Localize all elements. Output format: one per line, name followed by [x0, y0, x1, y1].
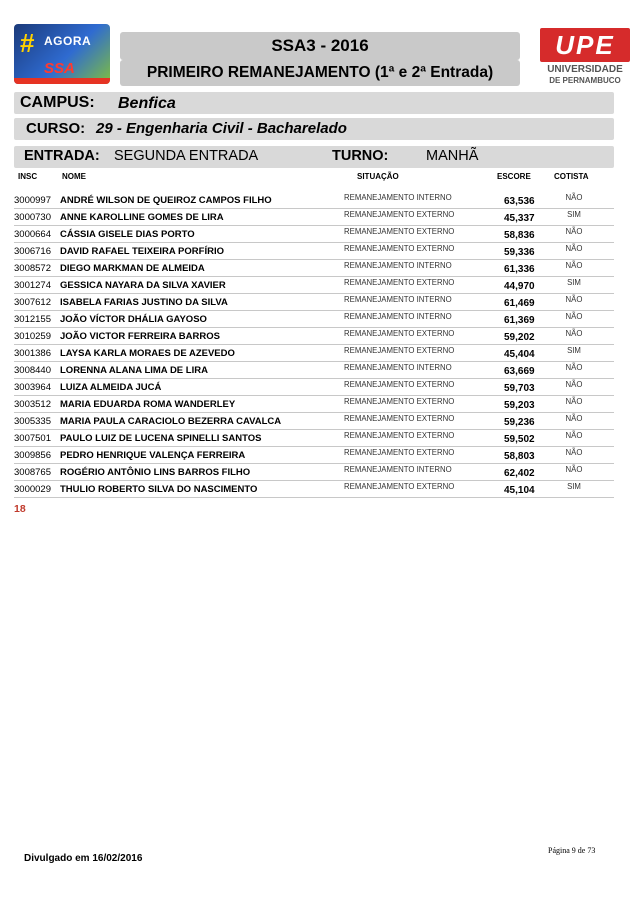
row-insc: 3005335: [14, 416, 51, 427]
table-row: [14, 396, 614, 413]
logo-stripe: [14, 78, 110, 84]
turno-label: TURNO:: [332, 148, 389, 164]
row-nome: DAVID RAFAEL TEIXEIRA PORFÍRIO: [60, 246, 224, 257]
row-cotista: SIM: [567, 482, 581, 491]
row-nome: JOÃO VICTOR FERREIRA BARROS: [60, 331, 220, 342]
row-situacao: REMANEJAMENTO EXTERNO: [344, 244, 455, 253]
curso-value: 29 - Engenharia Civil - Bacharelado: [96, 120, 347, 137]
row-insc: 3008765: [14, 467, 51, 478]
logo-agora: AGORA: [44, 34, 92, 48]
campus-value: Benfica: [118, 95, 176, 112]
row-nome: ANDRÉ WILSON DE QUEIROZ CAMPOS FILHO: [60, 195, 272, 206]
row-insc: 3000997: [14, 195, 51, 206]
table-row: [14, 277, 614, 294]
row-cotista: NÃO: [565, 227, 583, 236]
row-situacao: REMANEJAMENTO EXTERNO: [344, 278, 455, 287]
row-escore: 62,402: [504, 468, 535, 479]
row-situacao: REMANEJAMENTO EXTERNO: [344, 448, 455, 457]
table-row: [14, 294, 614, 311]
row-nome: JOÃO VÍCTOR DHÁLIA GAYOSO: [60, 314, 207, 325]
row-escore: 59,202: [504, 332, 535, 343]
row-escore: 63,536: [504, 196, 535, 207]
row-cotista: NÃO: [565, 193, 583, 202]
row-escore: 63,669: [504, 366, 535, 377]
row-cotista: NÃO: [565, 431, 583, 440]
row-escore: 58,803: [504, 451, 535, 462]
row-cotista: NÃO: [565, 261, 583, 270]
table-row: [14, 209, 614, 226]
row-insc: 3008572: [14, 263, 51, 274]
row-cotista: NÃO: [565, 448, 583, 457]
row-situacao: REMANEJAMENTO EXTERNO: [344, 414, 455, 423]
column-header-cotista: COTISTA: [554, 172, 589, 181]
turno-value: MANHÃ: [426, 148, 479, 164]
row-cotista: SIM: [567, 278, 581, 287]
column-header-nome: NOME: [62, 172, 86, 181]
row-situacao: REMANEJAMENTO INTERNO: [344, 465, 452, 474]
row-insc: 3009856: [14, 450, 51, 461]
table-row: [14, 311, 614, 328]
row-nome: LUIZA ALMEIDA JUCÁ: [60, 382, 162, 393]
table-row: [14, 413, 614, 430]
curso-label: CURSO:: [26, 120, 86, 137]
row-nome: GESSICA NAYARA DA SILVA XAVIER: [60, 280, 226, 291]
row-nome: MARIA EDUARDA ROMA WANDERLEY: [60, 399, 236, 410]
row-situacao: REMANEJAMENTO EXTERNO: [344, 227, 455, 236]
row-nome: PAULO LUIZ DE LUCENA SPINELLI SANTOS: [60, 433, 262, 444]
row-escore: 45,404: [504, 349, 535, 360]
logo-ssa: SSA: [44, 60, 75, 77]
row-cotista: NÃO: [565, 329, 583, 338]
column-header-insc: INSC: [18, 172, 38, 181]
row-nome: DIEGO MARKMAN DE ALMEIDA: [60, 263, 205, 274]
table-row: [14, 481, 614, 498]
row-escore: 59,502: [504, 434, 535, 445]
published-date: Divulgado em 16/02/2016: [24, 853, 143, 864]
row-escore: 44,970: [504, 281, 535, 292]
row-situacao: REMANEJAMENTO EXTERNO: [344, 397, 455, 406]
row-escore: 59,703: [504, 383, 535, 394]
row-situacao: REMANEJAMENTO EXTERNO: [344, 346, 455, 355]
row-cotista: NÃO: [565, 295, 583, 304]
row-insc: 3007501: [14, 433, 51, 444]
row-nome: THULIO ROBERTO SILVA DO NASCIMENTO: [60, 484, 258, 495]
upe-logo-line1: UNIVERSIDADE: [547, 64, 623, 75]
row-situacao: REMANEJAMENTO EXTERNO: [344, 329, 455, 338]
row-nome: ANNE KAROLLINE GOMES DE LIRA: [60, 212, 224, 223]
column-header-escore: ESCORE: [497, 172, 531, 181]
table-row: [14, 260, 614, 277]
table-row: [14, 328, 614, 345]
row-situacao: REMANEJAMENTO INTERNO: [344, 312, 452, 321]
row-nome: LAYSA KARLA MORAES DE AZEVEDO: [60, 348, 235, 359]
row-nome: PEDRO HENRIQUE VALENÇA FERREIRA: [60, 450, 246, 461]
table-row: [14, 345, 614, 362]
row-insc: 3000664: [14, 229, 51, 240]
row-insc: 3000730: [14, 212, 51, 223]
row-situacao: REMANEJAMENTO INTERNO: [344, 261, 452, 270]
row-insc: 3003512: [14, 399, 51, 410]
row-escore: 59,203: [504, 400, 535, 411]
row-cotista: NÃO: [565, 397, 583, 406]
table-row: [14, 226, 614, 243]
entrada-band: [14, 146, 614, 168]
row-divider: [14, 497, 614, 498]
row-escore: 45,104: [504, 485, 535, 496]
row-nome: LORENNA ALANA LIMA DE LIRA: [60, 365, 208, 376]
row-nome: CÁSSIA GISELE DIAS PORTO: [60, 229, 195, 240]
row-situacao: REMANEJAMENTO INTERNO: [344, 295, 452, 304]
table-row: [14, 243, 614, 260]
upe-logo: [540, 28, 630, 92]
column-header-situacao: SITUAÇÃO: [357, 172, 399, 181]
row-escore: 61,369: [504, 315, 535, 326]
row-situacao: REMANEJAMENTO INTERNO: [344, 193, 452, 202]
row-nome: MARIA PAULA CARACIOLO BEZERRA CAVALCA: [60, 416, 282, 427]
row-insc: 3007612: [14, 297, 51, 308]
upe-logo-mark: UPE: [540, 28, 630, 62]
campus-label: CAMPUS:: [20, 94, 95, 111]
page-subtitle: PRIMEIRO REMANEJAMENTO (1ª e 2ª Entrada): [120, 60, 520, 86]
row-insc: 3001386: [14, 348, 51, 359]
row-insc: 3001274: [14, 280, 51, 291]
row-cotista: NÃO: [565, 414, 583, 423]
table-row: [14, 192, 614, 209]
row-insc: 3012155: [14, 314, 51, 325]
table-row: [14, 464, 614, 481]
row-escore: 45,337: [504, 213, 535, 224]
row-escore: 59,336: [504, 247, 535, 258]
table-row: [14, 362, 614, 379]
row-nome: ISABELA FARIAS JUSTINO DA SILVA: [60, 297, 228, 308]
row-cotista: NÃO: [565, 380, 583, 389]
entrada-label: ENTRADA:: [24, 148, 100, 164]
row-situacao: REMANEJAMENTO EXTERNO: [344, 482, 455, 491]
row-situacao: REMANEJAMENTO EXTERNO: [344, 431, 455, 440]
row-cotista: SIM: [567, 346, 581, 355]
row-insc: 3006716: [14, 246, 51, 257]
row-escore: 58,836: [504, 230, 535, 241]
row-insc: 3000029: [14, 484, 51, 495]
row-cotista: NÃO: [565, 244, 583, 253]
row-cotista: NÃO: [565, 363, 583, 372]
ssa-campaign-logo: [14, 24, 110, 84]
row-situacao: REMANEJAMENTO EXTERNO: [344, 380, 455, 389]
upe-logo-line2: DE PERNAMBUCO: [549, 76, 621, 85]
logo-hash: #: [20, 28, 35, 58]
row-cotista: SIM: [567, 210, 581, 219]
total-count: 18: [14, 503, 26, 515]
table-row: [14, 379, 614, 396]
entrada-value: SEGUNDA ENTRADA: [114, 148, 259, 164]
row-escore: 59,236: [504, 417, 535, 428]
row-cotista: NÃO: [565, 312, 583, 321]
row-escore: 61,336: [504, 264, 535, 275]
page-title: SSA3 - 2016: [120, 32, 520, 60]
row-cotista: NÃO: [565, 465, 583, 474]
row-situacao: REMANEJAMENTO EXTERNO: [344, 210, 455, 219]
row-escore: 61,469: [504, 298, 535, 309]
row-insc: 3008440: [14, 365, 51, 376]
page-number: Página 9 de 73: [548, 846, 596, 855]
row-situacao: REMANEJAMENTO INTERNO: [344, 363, 452, 372]
row-nome: ROGÉRIO ANTÔNIO LINS BARROS FILHO: [60, 467, 251, 478]
row-insc: 3010259: [14, 331, 51, 342]
table-row: [14, 447, 614, 464]
row-insc: 3003964: [14, 382, 51, 393]
campus-band: [14, 92, 614, 114]
table-row: [14, 430, 614, 447]
